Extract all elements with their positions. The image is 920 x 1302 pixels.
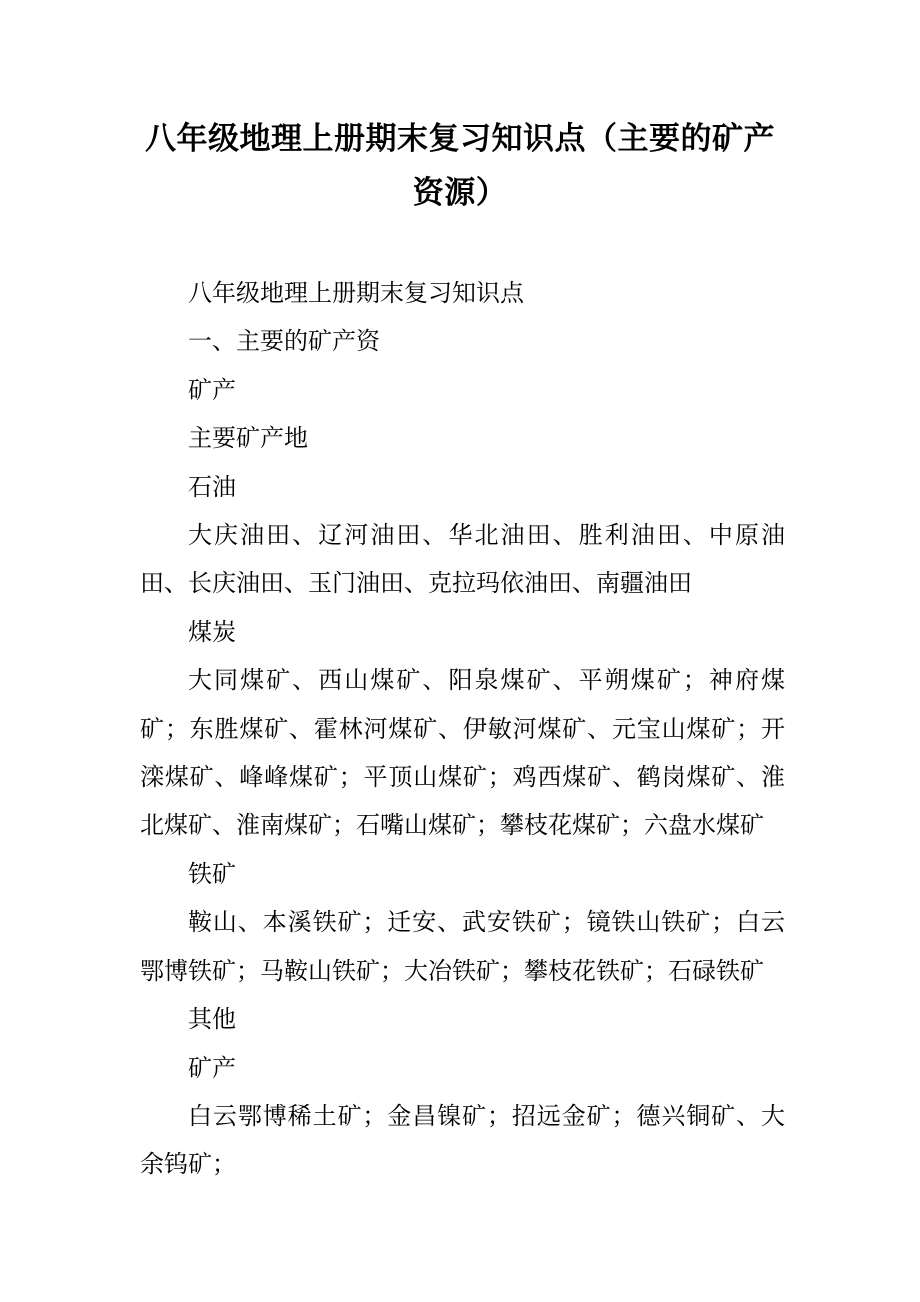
paragraph-heading: 八年级地理上册期末复习知识点 <box>188 279 524 307</box>
paragraph-other-mineral-label: 矿产 <box>188 1053 236 1082</box>
paragraph-other-label: 其他 <box>188 1005 236 1034</box>
paragraph-coal-label: 煤炭 <box>188 617 236 646</box>
paragraph-petroleum-locations: 大庆油田、辽河油田、华北油田、胜利油田、中原油田、长庆油田、玉门油田、克拉玛依油田、南疆油田 <box>140 521 785 598</box>
paragraph-iron-label: 铁矿 <box>188 859 236 888</box>
paragraph-iron-locations: 鞍山、本溪铁矿；迁安、武安铁矿；镜铁山铁矿；白云鄂博铁矿；马鞍山铁矿；大冶铁矿；攀枝花铁矿；石碌铁矿 <box>140 908 785 985</box>
paragraph-column-locations: 主要矿产地 <box>188 424 308 453</box>
document-body <box>140 269 785 1189</box>
document-title: 八年级地理上册期末复习知识点（主要的矿产资源） <box>145 121 775 211</box>
paragraph-section-title: 一、主要的矿产资 <box>188 327 380 356</box>
paragraph-other-locations: 白云鄂博稀土矿；金昌镍矿；招远金矿；德兴铜矿、大余钨矿； <box>140 1101 785 1179</box>
paragraph-coal-locations: 大同煤矿、西山煤矿、阳泉煤矿、平朔煤矿；神府煤矿；东胜煤矿、霍林河煤矿、伊敏河煤矿、元宝山煤矿；开滦煤矿、峰峰煤矿；平顶山煤矿；鸡西煤矿、鹤岗煤矿、淮北煤矿、淮南煤矿；石嘴山煤矿；攀枝花煤矿；六盘水煤矿 <box>140 666 785 840</box>
paragraph-column-mineral: 矿产 <box>188 375 236 404</box>
paragraph-petroleum-label: 石油 <box>188 472 236 501</box>
